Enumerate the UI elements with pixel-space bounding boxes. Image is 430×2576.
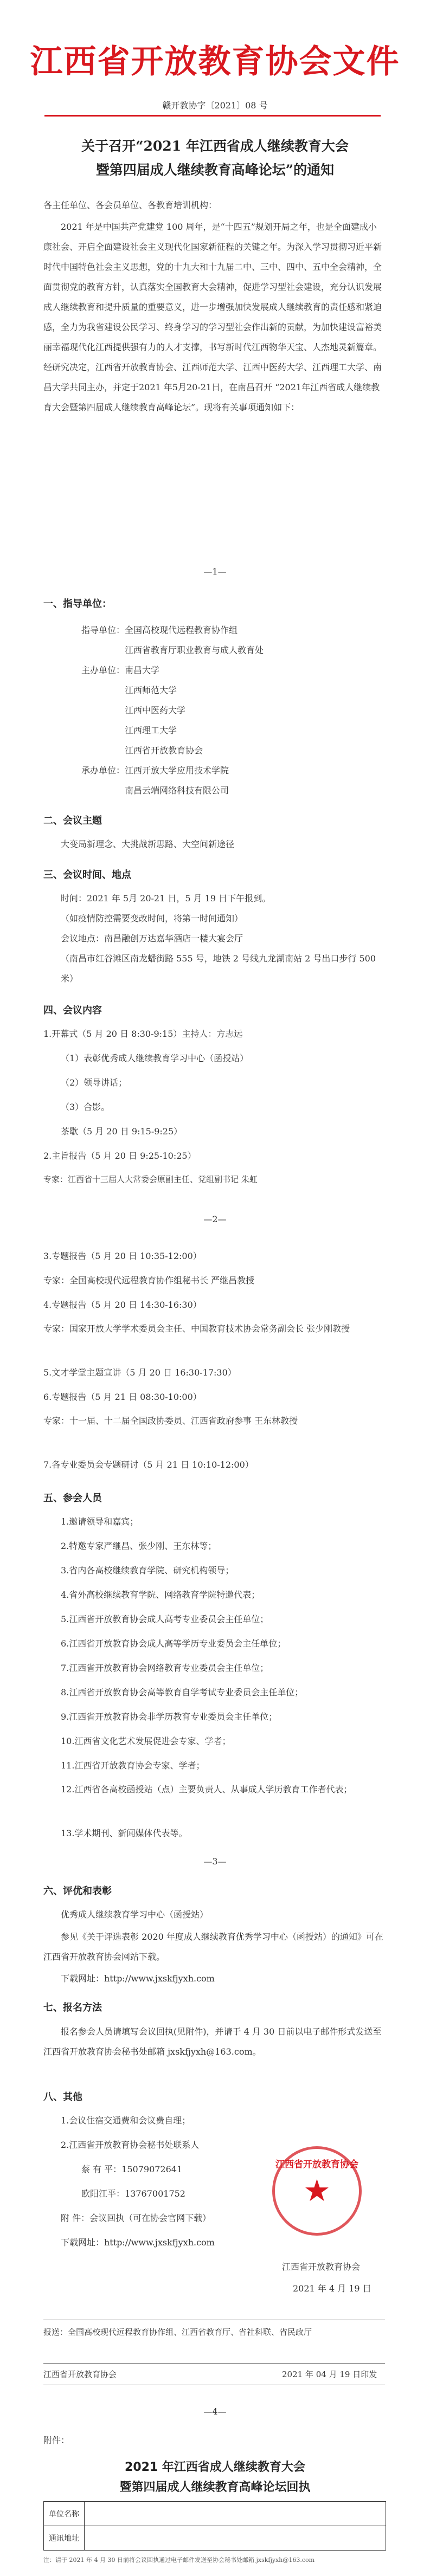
footer-date: 2021 年 04 月 19 日印发 xyxy=(282,2370,377,2379)
s4-line: 专家：十一届、十二届全国政协委员、江西省政府参事 王东林教授 xyxy=(43,1416,298,1426)
page-mark-4: —4— xyxy=(203,2406,227,2417)
s3-line: 会议地点：南昌融创万达嘉华酒店一楼大宴会厅 xyxy=(61,933,243,944)
s5-line: 2.特邀专家严继昌、张少刚、王东林等； xyxy=(61,1541,217,1551)
s1-line: 南昌云端网络科技有限公司 xyxy=(125,785,229,796)
s7-text: 报名参会人员请填写会议回执(见附件)，并请于 4 月 30 日前以电子邮件形式发送至江西省开放教育协会秘书处邮箱 jxskfjyxh@163.com。 xyxy=(43,2026,382,2057)
s5-line: 6.江西省开放教育协会成人高等学历专业委员会主任单位； xyxy=(61,1638,286,1649)
notice-title-line2: 暨第四届成人继续教育高峰论坛”的通知 xyxy=(95,162,335,178)
s6-line: 下载网址：http://www.jxskfjyxh.com xyxy=(61,1973,215,1984)
s4-line: （1）表彰优秀成人继续教育学习中心（函授站） xyxy=(61,1053,249,1063)
section-2-title: 二、会议主题 xyxy=(43,815,102,827)
section-8-title: 八、其他 xyxy=(43,2091,82,2103)
footer-org: 江西省开放教育协会 xyxy=(43,2370,117,2379)
s4-line: 茶歇（5 月 20 日 9:15-9:25） xyxy=(61,1126,183,1137)
s8-line: 下载网址：http://www.jxskfjyxh.com xyxy=(61,2237,215,2248)
s4-line: 2.主旨报告（5 月 20 日 9:25-10:25） xyxy=(43,1151,196,1161)
s1-line: 江西省教育厅职业教育与成人教育处 xyxy=(125,645,264,655)
s4-line: 7.各专业委员会专题研讨（5 月 21 日 10:10-12:00） xyxy=(43,1460,254,1470)
s8-line: 欧阳江平：13767001752 xyxy=(81,2188,185,2199)
page-mark-2: —2— xyxy=(203,1214,227,1224)
s1-line: 江西理工大学 xyxy=(125,725,177,735)
receipt-title-line2: 暨第四届成人继续教育高峰论坛回执 xyxy=(119,2481,311,2494)
s6-line: 优秀成人继续教育学习中心（函授站） xyxy=(61,1909,209,1920)
s1-line: 指导单位：全国高校现代远程教育协作组 xyxy=(81,625,238,635)
page-mark-3: —3— xyxy=(203,1856,227,1867)
section-5-title: 五、参会人员 xyxy=(43,1493,102,1504)
doc-number: 赣开教协字〔2021〕08 号 xyxy=(162,100,268,111)
s5-line: 13.学术期刊、新闻媒体代表等。 xyxy=(61,1828,188,1838)
notice-title-line1: 关于召开“2021 年江西省成人继续教育大会 xyxy=(81,138,349,154)
s6-line: 参见《关于评选表彰 2020 年度成人继续教育优秀学习中心（函授站）的通知》可在江西省开放教育协会网站下载。 xyxy=(43,1932,383,1962)
s5-line: 3.省内各高校继续教育学院、研究机构领导； xyxy=(61,1565,234,1576)
s1-line: 主办单位：南昌大学 xyxy=(81,665,160,675)
address-label: 通讯地址 xyxy=(44,2526,85,2551)
signature: 江西省开放教育协会 xyxy=(282,2262,361,2272)
s3-line: 时间：2021 年 5月 20-21 日，5 月 19 日下午报到。 xyxy=(61,893,271,903)
s4-line: 专家：江西省十三届人大常委会原副主任、党组副书记 朱虹 xyxy=(43,1174,258,1184)
s5-line: 5.江西省开放教育协会成人高考专业委员会主任单位； xyxy=(61,1614,269,1624)
intro-paragraph: 2021 年是中国共产党建党 100 周年，是“十四五”规划开局之年，也是全面建成小康社会、开启全面建设社会主义现代化国家新征程的关键之年。为深入学习贯彻习近平新时代中国特色社会主义思想，党的十九大和十九届二中、三中、四中、五中全会精神，全面贯彻党的教育方针，认真落实全国教育大会精神，促进学习型社会建设，充分认识发展成人继续教育和提升质量的重要意义，进一步增强加快发展成人继续教育的责任感和紧迫感，全力为我省建设公民学习、终身学习的学习型社会作出新的贡献，为加快建设富裕美丽幸福现代化江西提供强有力的人才支撑，书写新时代江西物华天宝、人杰地灵新篇章。经研究决定，江西省开放教育协会、江西师范大学、江西中医药大学、江西理工大学、南昌大学共同主办，并定于2021 年5月20-21日，在南昌召开 “2021年江西省成人继续教育大会暨第四届成人继续教育高峰论坛”。现将有关事项通知如下： xyxy=(43,222,382,412)
unit-label: 单位名称 xyxy=(44,2502,85,2526)
table-row xyxy=(44,2502,386,2526)
s4-line: 专家：全国高校现代远程教育协作组秘书长 严继昌教授 xyxy=(43,1275,255,1286)
s4-line: 1.开幕式（5 月 20 日 8:30-9:15）主持人：方志远 xyxy=(43,1029,243,1039)
s4-line: 3.专题报告（5 月 20 日 10:35-12:00） xyxy=(43,1251,202,1261)
divider xyxy=(43,2363,385,2364)
s8-line: 附 件：会议回执（可在协会官网下载） xyxy=(61,2213,211,2223)
cc-line: 报送：全国高校现代远程教育协作组、江西省教育厅、省社科联、省民政厅 xyxy=(43,2327,312,2337)
s4-line: 5.文才学堂主题宣讲（5 月 20 日 16:30-17:30） xyxy=(43,1367,236,1378)
s5-line: 7.江西省开放教育协会网络教育专业委员会主任单位； xyxy=(61,1663,269,1673)
org-title: 江西省开放教育协会文件 xyxy=(30,43,400,81)
s4-line: 专家：国家开放大学学术委员会主任、中国教育技术协会常务副会长 张少刚教授 xyxy=(43,1323,350,1334)
s4-line: （3）合影。 xyxy=(61,1102,110,1112)
s8-line: 蔡 有 平：15079072641 xyxy=(81,2164,183,2174)
table-row xyxy=(44,2526,386,2551)
s1-line: 江西省开放教育协会 xyxy=(125,745,203,756)
s3-line: （南昌市红谷滩区南龙蟠街路 555 号，地铁 2 号线九龙湖南站 2 号出口步行 500 米） xyxy=(61,953,376,984)
section-3-title: 三、会议时间、地点 xyxy=(43,869,131,881)
section-6-title: 六、评优和表彰 xyxy=(43,1886,112,1897)
s2-text: 大变局新理念、大挑战新思路、大空间新途径 xyxy=(61,839,235,849)
page-mark-1: —1— xyxy=(203,566,227,577)
attachment-label: 附件： xyxy=(43,2435,70,2445)
s4-line: 6.专题报告（5 月 21 日 08:30-10:00） xyxy=(43,1392,202,1402)
s8-line: 2.江西省开放教育协会秘书处联系人 xyxy=(61,2140,200,2150)
address-input[interactable] xyxy=(85,2526,386,2551)
s8-line: 1.会议住宿交通费和会议费自理； xyxy=(61,2115,191,2126)
sign-date: 2021 年 4 月 19 日 xyxy=(293,2283,371,2294)
s4-line: （2）领导讲话； xyxy=(61,1077,127,1088)
s5-line: 8.江西省开放教育协会高等教育自学考试专业委员会主任单位； xyxy=(61,1687,304,1697)
section-1-title: 一、指导单位： xyxy=(43,598,112,610)
red-divider xyxy=(44,115,381,117)
salutation: 各主任单位、各会员单位、各教育培训机构： xyxy=(43,200,217,210)
s1-line: 承办单位：江西开放大学应用技术学院 xyxy=(81,765,229,776)
official-seal xyxy=(272,2146,362,2236)
seal-text: 江西省开放教育协会 xyxy=(275,2159,358,2170)
s5-line: 11.江西省开放教育协会专家、学者； xyxy=(61,1760,205,1771)
s5-line: 1.邀请领导和嘉宾； xyxy=(61,1516,139,1527)
unit-input[interactable] xyxy=(85,2502,386,2526)
s3-line: （如疫情防控需要变改时间，将第一时间通知） xyxy=(61,913,243,924)
s1-line: 江西中医药大学 xyxy=(125,705,186,715)
receipt-title-line1: 2021 年江西省成人继续教育大会 xyxy=(125,2461,305,2474)
s5-line: 10.江西省文化艺术发展促进会专家、学者； xyxy=(61,1736,231,1746)
receipt-table xyxy=(43,2501,386,2551)
s1-line: 江西师范大学 xyxy=(125,685,177,695)
section-4-title: 四、会议内容 xyxy=(43,1005,102,1016)
s5-line: 9.江西省开放教育协会非学历教育专业委员会主任单位； xyxy=(61,1712,278,1722)
s5-line: 12.江西省各高校函授站（点）主要负责人、从事成人学历教育工作者代表； xyxy=(61,1784,352,1794)
s5-line: 4.省外高校继续教育学院、网络教育学院特邀代表； xyxy=(61,1590,260,1600)
receipt-note: 注：请于 2021 年 4 月 30 日前将会议回执通过电子邮件发送至协会秘书处邮箱 jxskfjyxh@163.com xyxy=(43,2556,315,2564)
s4-line: 4.专题报告（5 月 20 日 14:30-16:30） xyxy=(43,1300,202,1310)
section-7-title: 七、报名方法 xyxy=(43,2002,102,2013)
seal-star-icon: ★ xyxy=(303,2173,331,2209)
